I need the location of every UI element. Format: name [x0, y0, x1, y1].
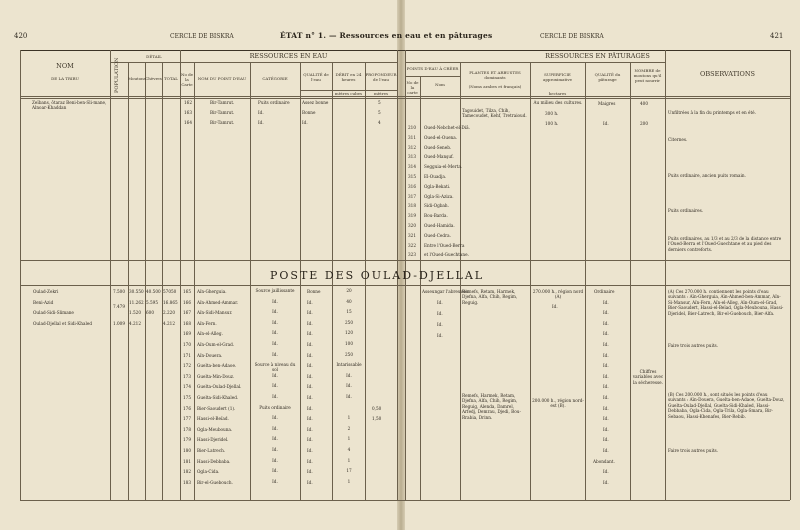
- col-profondeur: PROFONDEUR de l'eau: [365, 72, 397, 82]
- row-categorie: Id.: [272, 394, 278, 399]
- row-debit: 1: [347, 478, 351, 484]
- section-title: POSTE DES OULAD-DJELLAL: [270, 269, 485, 282]
- row-point-name: Hassi-Djeridel.: [197, 437, 229, 443]
- top-nombre-1: 400: [640, 101, 648, 106]
- creer-id: Id.: [437, 333, 443, 338]
- row-no-carte: 183: [183, 479, 191, 485]
- top-obs-4: Puits ordinaires.: [668, 208, 704, 213]
- row-qualite: Id.: [307, 416, 313, 422]
- row-debit: Id.: [346, 394, 352, 399]
- row-debit: 15: [346, 309, 352, 315]
- row-no-carte: 169: [183, 331, 191, 337]
- bottom-obs-4: Faire trois autres puits.: [668, 448, 719, 453]
- creer-no: 321: [408, 232, 416, 238]
- row-no-carte: 173: [183, 373, 191, 379]
- row-no-carte: 162: [184, 100, 192, 105]
- row-categorie: Puits ordinaire: [258, 100, 290, 105]
- row-qualite: Id.: [307, 437, 313, 443]
- row-categorie: Id.: [272, 372, 278, 378]
- col-moutons: Moutons: [128, 76, 146, 81]
- creer-id: Id.: [437, 311, 443, 316]
- creer-name: Ogla-Bekati.: [424, 183, 451, 189]
- row-debit: Id.: [346, 372, 352, 378]
- row-no-carte: 177: [183, 416, 191, 422]
- row-categorie: Id.: [272, 330, 278, 336]
- row-point-name: Guelta-Min-Douz.: [197, 373, 235, 379]
- table-bottom-rule: [20, 500, 790, 501]
- top-qualite-1: Maigres: [598, 101, 616, 106]
- row-profondeur: 0,50: [372, 405, 382, 411]
- col-superficie-unit: hectares: [548, 91, 567, 96]
- tribe-total: 57050: [163, 289, 177, 294]
- row-debit: 100: [345, 341, 353, 346]
- tribe-name: Oulad-Zekri: [33, 289, 59, 294]
- row-debit: 17: [346, 468, 352, 474]
- row-profondeur: 4: [378, 120, 381, 125]
- bottom-superficie-1: 270.000 h., région nord (A): [532, 289, 584, 300]
- creer-no: 316: [408, 183, 416, 189]
- row-debit: 1: [347, 436, 351, 442]
- creer-name: Oued-el-Ouena.: [424, 134, 458, 140]
- creer-name: Segguia-el-Merta.: [424, 164, 463, 170]
- col-superficie: SUPERFICIE approximative: [542, 72, 573, 82]
- col-plantes: PLANTES ET ARBUSTES dominants: [469, 70, 521, 80]
- row-debit: 1: [347, 457, 351, 463]
- row-qualite-paturage: Id.: [603, 479, 609, 485]
- col-debit-unit: mètres cubes: [334, 91, 363, 96]
- row-point-name: Aïn-Douera.: [197, 352, 223, 358]
- row-categorie: Source jaillissante: [255, 288, 295, 293]
- row-categorie: Id.: [272, 415, 278, 421]
- bottom-obs-2: Faire trois autres puits.: [668, 343, 719, 348]
- col-chevres: Chèvres: [145, 76, 162, 81]
- row-point-name: Guelta-Sidi-Khaled.: [197, 395, 239, 400]
- row-qualite: Id.: [307, 426, 313, 432]
- row-qualite-paturage: Id.: [603, 299, 609, 305]
- row-point-name: Aïn-Gherguia.: [197, 289, 227, 294]
- row-categorie: Id.: [258, 110, 264, 115]
- col-no: No de la carte: [406, 80, 419, 95]
- col-detail: DÉTAIL: [146, 54, 162, 59]
- tribe-chevres: 5.595: [146, 299, 158, 305]
- left-page-number: 420: [14, 32, 28, 40]
- row-qualite: Id.: [307, 405, 313, 411]
- row-point-name: Guelta-ben-Adaoe.: [197, 363, 237, 369]
- row-categorie: Id.: [272, 298, 278, 304]
- row-no-carte: 171: [183, 352, 191, 358]
- row-categorie: Id.: [272, 468, 278, 474]
- row-categorie: Puits ordinaire: [259, 404, 291, 410]
- row-qualite: Assez bonne: [302, 100, 329, 105]
- row-qualite: Id.: [307, 384, 313, 390]
- row-qualite-paturage: Abondant.: [593, 458, 615, 464]
- row-qualite-paturage: Id.: [603, 448, 609, 453]
- top-obs-2: Citernes.: [668, 137, 688, 142]
- tribe-name-top: Zeïbans, ôtaraz Beni-ben-Sli-mane, Alnoar-Khaddan: [32, 100, 107, 111]
- creer-name: Oued-Manşuf.: [424, 154, 454, 160]
- tribe-moutons: 1.520: [129, 310, 141, 315]
- row-qualite-paturage: Id.: [603, 469, 609, 475]
- row-debit: 20: [346, 288, 352, 293]
- row-qualite: Id.: [307, 331, 313, 337]
- row-qualite-paturage: Id.: [603, 363, 609, 369]
- row-debit: Id.: [346, 383, 352, 389]
- row-qualite-paturage: Id.: [603, 426, 609, 432]
- creer-id: Id.: [437, 300, 443, 305]
- col-population: POPULATION: [114, 57, 120, 93]
- creer-no: 313: [408, 154, 416, 160]
- bottom-nombre-note: Chiffres variables avec la sécheresse.: [632, 369, 664, 385]
- row-no-carte: 176: [183, 405, 191, 411]
- tribe-name: Beni-Azid: [33, 299, 54, 305]
- creer-name: El-Ouadja.: [424, 174, 447, 179]
- tribe-name: Oulad-Sidi-Slimane: [33, 310, 74, 315]
- creer-name: Oued-Cedra.: [424, 232, 451, 238]
- row-categorie: Id.: [258, 120, 264, 125]
- creer-no: 315: [408, 174, 416, 179]
- row-categorie: Id.: [272, 457, 278, 463]
- row-qualite-paturage: Ordinaire: [594, 289, 615, 294]
- row-no-carte: 172: [183, 363, 191, 369]
- top-superficie-2: 100 h.: [545, 121, 559, 126]
- bottom-plantes-2: Remefs, Harmek, Retam, Djefna, Alfa, Chih, Regim, Reguig, Alenda, Damrel, Arfedj, Demrau, Djedi, Bou-Rrabia, Drinn.: [462, 393, 521, 420]
- top-qualite-2: Id.: [603, 121, 609, 126]
- row-qualite: Id.: [307, 352, 313, 358]
- right-page-number: 421: [770, 32, 784, 40]
- row-qualite: Id.: [307, 342, 313, 347]
- tribe-total: 2.220: [163, 310, 175, 315]
- row-qualite-paturage: Id.: [603, 352, 609, 358]
- row-point-name: Bir-Tamrut.: [210, 110, 235, 115]
- row-qualite: Id.: [307, 395, 313, 400]
- row-categorie: Id.: [272, 383, 278, 389]
- col-nom: NOM: [56, 62, 74, 70]
- row-no-carte: 165: [183, 289, 191, 294]
- creer-no: 320: [408, 223, 416, 228]
- row-qualite-paturage: Id.: [603, 384, 609, 390]
- row-categorie: Id.: [272, 341, 278, 346]
- row-qualite: Id.: [307, 458, 313, 464]
- row-no-carte: 166: [183, 299, 191, 305]
- col-ressources-paturages: RESSOURCES EN PÂTURAGES: [545, 52, 650, 60]
- left-running-head: CERCLE DE BISKRA: [170, 33, 234, 40]
- row-qualite: Id.: [307, 320, 313, 326]
- tribe-total: 4.212: [163, 320, 175, 326]
- row-qualite-paturage: Id.: [603, 395, 609, 400]
- row-no-carte: 179: [183, 437, 191, 443]
- creer-name: Oued-Nebchet-el-Diâ.: [424, 125, 470, 130]
- row-point-name: Aïn-Oum-el-Grad.: [197, 342, 235, 347]
- top-obs-1: Unfiltrées à la fin du printemps et en été.: [668, 110, 756, 115]
- row-point-name: Bir-el-Guebouch.: [197, 479, 233, 485]
- row-no-carte: 174: [183, 384, 191, 390]
- row-qualite-paturage: Id.: [603, 416, 609, 422]
- row-no-carte: 178: [183, 426, 191, 432]
- row-qualite: Bonne: [307, 289, 321, 294]
- bottom-obs-3: (B) Ces 200.000 h., sont situés les points d'eau suivants : Aïn-Douera, Guelta-ben-Adaoe, Guelta-Douz, Guelta-Oulad-Djellal, Guelta-Sidi-Khaled, Hassi-Debbaba, Ogla-Cida, Ogla-Trila, Ogla-Smara, Bir-Sebaou, Hassi-Khenafes, Bier-Rebib.: [668, 392, 785, 419]
- tribe-moutons: 30.550: [129, 289, 144, 294]
- top-plantes: Tagouidet, Tilza, Chih, Tamecoudet, Kehf, Tretraioud.: [462, 108, 527, 119]
- tribe-moutons: 4.212: [129, 320, 141, 326]
- creer-no: 318: [408, 203, 416, 209]
- bottom-plantes-1: Remefs, Retam, Harmek, Djefna, Alfa, Chih, Regim, Reguig.: [462, 289, 518, 305]
- row-categorie: Id.: [272, 436, 278, 442]
- row-point-name: Aïn-el-Alleg.: [197, 331, 223, 337]
- bottom-creer-text: Asseungar l'abreuvoir: [422, 289, 469, 294]
- col-plantes-sub: (Noms arabes et français): [468, 84, 522, 89]
- tribe-name: Oulad-Djellal et Sidi-Khaled: [33, 320, 92, 326]
- col-nom-creer: Nom: [435, 82, 445, 87]
- bottom-superficie-2: 200.000 h., région nord-est (B).: [532, 398, 584, 409]
- col-prof-unit: mètres: [373, 91, 389, 96]
- row-qualite: Id.: [307, 310, 313, 316]
- row-debit: 250: [345, 351, 353, 357]
- row-qualite-paturage: Id.: [603, 331, 609, 337]
- creer-subrule: [405, 76, 460, 77]
- col-debit: DÉBIT en 24 heures: [335, 72, 362, 82]
- row-qualite: Bonne: [302, 110, 316, 115]
- tribe-chevres: 40.500: [146, 289, 161, 294]
- row-qualite: Id.: [307, 469, 313, 475]
- row-no-carte: 181: [183, 458, 191, 464]
- row-no-carte: 164: [184, 120, 192, 125]
- row-qualite-paturage: Id.: [603, 342, 609, 347]
- row-no-carte: 182: [183, 469, 191, 475]
- row-categorie: Id.: [272, 351, 278, 357]
- bottom-superficie-1b: Id.: [552, 304, 558, 309]
- row-qualite: Id.: [302, 120, 308, 125]
- row-profondeur: 5: [378, 110, 381, 115]
- creer-no: 210: [408, 125, 416, 130]
- col-ressources-eau: RESSOURCES EN EAU: [249, 52, 328, 60]
- col-points-a-creer: POINTS D'EAU À CRÉER: [406, 66, 459, 71]
- paturage-subrule: [405, 62, 665, 63]
- row-qualite-paturage: Id.: [603, 437, 609, 443]
- top-nombre-2: 200: [640, 121, 648, 126]
- row-debit: 2: [347, 425, 351, 431]
- row-point-name: Guelta-Oulad-Djellal.: [197, 384, 242, 390]
- top-obs-3: Puits ordinaire, ancien puits romain.: [668, 173, 746, 178]
- col-qualite-pat: QUALITÉ du pâturage: [594, 72, 621, 82]
- top-superficie-head: Au milieu des cultures.: [533, 100, 583, 105]
- tribe-total: 16.865: [163, 299, 178, 305]
- col-nom-sub: DE LA TRIBU: [51, 76, 79, 81]
- creer-no: 323: [408, 252, 416, 258]
- row-qualite-paturage: Id.: [603, 320, 609, 326]
- creer-name: Ogla-Si-Aziza.: [424, 193, 454, 199]
- population-bracket: 7.479: [113, 304, 125, 309]
- page-title: ÉTAT n° 1. — Ressources en eau et en pâturages: [280, 31, 493, 40]
- row-categorie: Id.: [272, 478, 278, 484]
- row-categorie: Id.: [272, 309, 278, 315]
- row-qualite-paturage: Id.: [603, 405, 609, 411]
- col-categorie: CATÉGORIE: [262, 76, 288, 81]
- tribe-chevres: 600: [146, 310, 154, 315]
- row-point-name: Hassi-Debbaba.: [197, 458, 231, 464]
- creer-name: Entre l'Oued-Berra: [424, 242, 465, 248]
- tribe-moutons: 11.262: [129, 299, 144, 305]
- creer-no: 319: [408, 213, 416, 219]
- row-point-name: Bir-Tamrut.: [210, 100, 235, 105]
- row-qualite: Id.: [307, 479, 313, 485]
- creer-no: 314: [408, 164, 416, 170]
- row-point-name: Bier-Latrech.: [197, 448, 226, 453]
- row-point-name: Ogla-Meubouna.: [197, 426, 233, 432]
- row-profondeur: 5: [378, 100, 381, 105]
- top-superficie-1: 300 h.: [545, 111, 559, 116]
- row-qualite-paturage: Id.: [603, 310, 609, 316]
- creer-no: 322: [408, 242, 416, 248]
- creer-name: Bou-Barda.: [424, 213, 448, 219]
- creer-id: Id.: [437, 322, 443, 327]
- top-obs-5: Puits ordinaires, au 1/3 et au 2/3 de la distance entre l'Oued-Berra et l'Oued-Guechtane et au pied des derniers contreforts.: [668, 236, 782, 252]
- bottom-obs-1: (A) Ces 270.000 h. contiennent les points d'eau suivants : Aïn-Gherguia, Aïn-Ahmed-ben-Ammar, Aïn-Si-Mansur, Aïn-Fern, Aïn-el-Alleg, Aïn-Oum-el-Grad, Bier-Saoudert, Hassi-el-Beïad, Ogla-Meubouna, Hassi-Djeridel, Bier-Latrech, Bir-el-Guebouch, Bier-Alfa.: [668, 289, 784, 316]
- tribe-population: 7.500: [113, 289, 125, 294]
- row-point-name: Hassi-el-Beïad.: [197, 416, 229, 422]
- row-no-carte: 170: [183, 342, 191, 347]
- row-no-carte: 180: [183, 448, 191, 453]
- row-no-carte: 167: [183, 310, 191, 316]
- row-point-name: Ogla-Cida.: [197, 469, 220, 475]
- row-qualite: Id.: [307, 373, 313, 379]
- creer-no: 312: [408, 144, 416, 150]
- row-qualite: Id.: [307, 299, 313, 305]
- right-running-head: CERCLE DE BISKRA: [540, 33, 604, 40]
- row-point-name: Aïn-Fern.: [197, 320, 217, 326]
- col-nom-point: NOM DU POINT D'EAU: [197, 76, 247, 81]
- row-debit: 120: [345, 330, 353, 336]
- row-debit: 4: [347, 447, 351, 452]
- row-debit: 250: [345, 319, 353, 325]
- row-point-name: Aïn-Ahmed-Ammar.: [197, 299, 239, 305]
- row-point-name: Aïn-Sidi-Mansur.: [197, 310, 233, 316]
- row-categorie: Id.: [272, 319, 278, 325]
- row-no-carte: 168: [183, 320, 191, 326]
- row-profondeur: 1,50: [372, 416, 382, 422]
- col-no-carte: No de la Carte: [180, 72, 194, 87]
- row-debit: Intarissable: [336, 362, 362, 368]
- creer-name: et l'Oued-Guechtane.: [424, 252, 469, 258]
- row-categorie: Id.: [272, 425, 278, 431]
- row-qualite: Id.: [307, 448, 313, 453]
- creer-no: 317: [408, 193, 416, 199]
- creer-no: 311: [408, 134, 416, 140]
- row-debit: 40: [346, 298, 352, 304]
- row-categorie: Id.: [272, 447, 278, 452]
- book-spine: [397, 0, 405, 530]
- row-no-carte: 175: [183, 395, 191, 400]
- row-qualite-paturage: Id.: [603, 373, 609, 379]
- row-categorie: Source à niveau du sol: [254, 362, 296, 372]
- creer-name: Sidi-Ogbah.: [424, 203, 449, 209]
- row-point-name: Bir-Tamrut.: [210, 120, 235, 125]
- creer-name: Oued-Hamida.: [424, 223, 455, 228]
- col-total: TOTAL: [164, 76, 178, 81]
- creer-name: Oued-Seneb.: [424, 144, 452, 150]
- col-observations: OBSERVATIONS: [700, 70, 755, 78]
- col-nombre: NOMBRE de moutons qu'il peut nourrir: [633, 68, 662, 83]
- row-no-carte: 163: [184, 110, 192, 115]
- tribe-population: 1.009: [113, 320, 125, 326]
- row-qualite: Id.: [307, 363, 313, 369]
- col-qualite: QUALITÉ de l'eau: [303, 72, 329, 82]
- row-point-name: Bier-Saoudert (1).: [197, 405, 236, 411]
- row-debit: 1: [347, 415, 351, 421]
